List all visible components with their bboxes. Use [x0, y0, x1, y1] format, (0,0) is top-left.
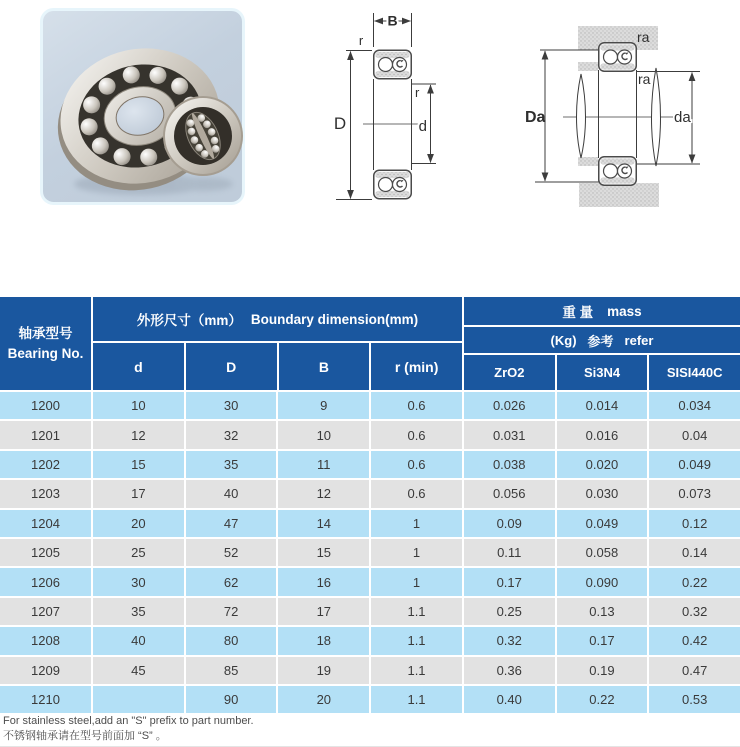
header-bearing-no: [0, 297, 91, 390]
cell-d: 17: [93, 480, 184, 507]
cell-si3n4: 0.020: [557, 451, 648, 478]
cell-B: 16: [278, 568, 369, 595]
table-row: [0, 568, 740, 595]
header-mass-title: [464, 297, 740, 325]
cell-zro2: 0.32: [464, 627, 555, 654]
cell-zro2: 0.11: [464, 539, 555, 566]
cell-zro2: 0.026: [464, 392, 555, 419]
header-bearing-no-en: Bearing No.: [7, 346, 84, 361]
cell-B: 12: [278, 480, 369, 507]
cell-si3n4: 0.13: [557, 598, 648, 625]
table-row: [0, 510, 740, 537]
table-row: [0, 686, 740, 713]
header-boundary-cn: 外形尺寸（mm）: [136, 313, 242, 328]
cell-r-min: 0.6: [371, 392, 462, 419]
cell-zro2: 0.36: [464, 657, 555, 684]
cell-zro2: 0.056: [464, 480, 555, 507]
cell-bearing-no: 1208: [0, 627, 91, 654]
cell-D: 52: [186, 539, 277, 566]
cell-r-min: 0.6: [371, 480, 462, 507]
cell-sisi440c: 0.42: [649, 627, 740, 654]
cell-d: 12: [93, 421, 184, 448]
cell-sisi440c: 0.14: [649, 539, 740, 566]
cell-sisi440c: 0.049: [649, 451, 740, 478]
header-boundary-en: Boundary dimension(mm): [250, 311, 419, 327]
cell-zro2: 0.25: [464, 598, 555, 625]
bearing-section-bottom: [599, 157, 637, 186]
cell-d: 15: [93, 451, 184, 478]
header-bearing-no-cn: 轴承型号: [18, 326, 73, 341]
table-row: [0, 421, 740, 448]
spec-table: [0, 297, 740, 713]
cell-sisi440c: 0.12: [649, 510, 740, 537]
footnotes: [3, 714, 254, 743]
cell-sisi440c: 0.53: [649, 686, 740, 713]
cell-B: 19: [278, 657, 369, 684]
cell-bearing-no: 1200: [0, 392, 91, 419]
table-row: [0, 451, 740, 478]
dim-label-da: da: [674, 109, 691, 126]
cell-bearing-no: 1210: [0, 686, 91, 713]
cell-B: 11: [278, 451, 369, 478]
header-D: D: [186, 343, 277, 390]
footnote-en: For stainless steel,add an "S" prefix to part number.: [3, 715, 254, 727]
cell-bearing-no: 1202: [0, 451, 91, 478]
table-row: [0, 627, 740, 654]
cell-r-min: 1.1: [371, 627, 462, 654]
cell-zro2: 0.40: [464, 686, 555, 713]
cell-si3n4: 0.030: [557, 480, 648, 507]
header-boundary-title: [93, 297, 462, 341]
cell-d: 35: [93, 598, 184, 625]
cell-B: 14: [278, 510, 369, 537]
product-photo: [40, 8, 245, 205]
table-header: [0, 297, 740, 390]
header-mass-unit: (Kg): [550, 332, 577, 348]
bearing-section-top: [599, 43, 637, 72]
cell-B: 15: [278, 539, 369, 566]
cell-bearing-no: 1206: [0, 568, 91, 595]
table-row: [0, 392, 740, 419]
cell-D: 62: [186, 568, 277, 595]
cell-r-min: 1.1: [371, 598, 462, 625]
cell-r-min: 1.1: [371, 657, 462, 684]
cell-bearing-no: 1205: [0, 539, 91, 566]
cell-zro2: 0.031: [464, 421, 555, 448]
cell-B: 20: [278, 686, 369, 713]
cell-si3n4: 0.058: [557, 539, 648, 566]
cell-zro2: 0.17: [464, 568, 555, 595]
dim-label-r-mid: r: [415, 85, 420, 100]
header-sisi440c: SISI440C: [649, 355, 740, 390]
cell-bearing-no: 1203: [0, 480, 91, 507]
header-boundary-group: [93, 297, 462, 390]
header-si3n4: Si3N4: [557, 355, 648, 390]
cell-si3n4: 0.19: [557, 657, 648, 684]
header-zro2: ZrO2: [464, 355, 555, 390]
header-mass-unit-row: [464, 327, 740, 353]
cell-sisi440c: 0.034: [649, 392, 740, 419]
cell-bearing-no: 1207: [0, 598, 91, 625]
dim-label-D: D: [333, 114, 347, 133]
cell-r-min: 0.6: [371, 421, 462, 448]
header-mass-group: [464, 297, 740, 390]
cell-D: 35: [186, 451, 277, 478]
cell-D: 32: [186, 421, 277, 448]
cell-D: 85: [186, 657, 277, 684]
cell-d: [93, 686, 184, 713]
cell-sisi440c: 0.22: [649, 568, 740, 595]
dim-label-ra-mid: ra: [638, 71, 651, 87]
cell-D: 40: [186, 480, 277, 507]
table-row: [0, 657, 740, 684]
cell-d: 40: [93, 627, 184, 654]
cell-D: 80: [186, 627, 277, 654]
cell-B: 10: [278, 421, 369, 448]
cell-D: 90: [186, 686, 277, 713]
cell-bearing-no: 1209: [0, 657, 91, 684]
cell-zro2: 0.038: [464, 451, 555, 478]
dim-label-r-top: r: [358, 33, 364, 48]
footnote-cn: 不锈钢轴承请在型号前面加 “S” 。: [3, 729, 167, 742]
cell-d: 10: [93, 392, 184, 419]
cell-r-min: 1: [371, 568, 462, 595]
dim-label-ra-top: ra: [637, 29, 650, 45]
cell-d: 25: [93, 539, 184, 566]
cell-si3n4: 0.17: [557, 627, 648, 654]
cell-r-min: 1: [371, 510, 462, 537]
header-mass-ref-en: refer: [624, 332, 654, 348]
mounting-view-diagram: [520, 0, 740, 210]
cell-bearing-no: 1201: [0, 421, 91, 448]
cell-sisi440c: 0.04: [649, 421, 740, 448]
cell-D: 47: [186, 510, 277, 537]
cell-sisi440c: 0.073: [649, 480, 740, 507]
cell-si3n4: 0.014: [557, 392, 648, 419]
bearing-section-top: [374, 50, 412, 79]
cell-si3n4: 0.22: [557, 686, 648, 713]
table-row: [0, 539, 740, 566]
cell-sisi440c: 0.32: [649, 598, 740, 625]
table-body: [0, 392, 740, 713]
cell-r-min: 1.1: [371, 686, 462, 713]
dim-label-Da: Da: [525, 109, 546, 126]
cell-zro2: 0.09: [464, 510, 555, 537]
header-d: d: [93, 343, 184, 390]
cell-bearing-no: 1204: [0, 510, 91, 537]
bearing-section-bottom: [374, 170, 412, 199]
small-bearing: [163, 96, 243, 176]
dim-label-B: B: [387, 12, 398, 29]
cell-r-min: 0.6: [371, 451, 462, 478]
cell-D: 72: [186, 598, 277, 625]
table-row: [0, 480, 740, 507]
section-view-diagram: [330, 0, 510, 210]
header-mass-ref-cn: 参考: [587, 333, 614, 349]
cell-r-min: 1: [371, 539, 462, 566]
cell-si3n4: 0.049: [557, 510, 648, 537]
header-B: B: [279, 343, 370, 390]
cell-d: 45: [93, 657, 184, 684]
cell-si3n4: 0.016: [557, 421, 648, 448]
header-mass-cn: 重 量: [562, 305, 594, 320]
dim-label-d: d: [418, 118, 427, 135]
table-row: [0, 598, 740, 625]
cell-si3n4: 0.090: [557, 568, 648, 595]
cell-B: 17: [278, 598, 369, 625]
header-r-min: r (min): [371, 343, 462, 390]
cell-d: 30: [93, 568, 184, 595]
header-mass-en: mass: [607, 303, 642, 319]
cell-D: 30: [186, 392, 277, 419]
cell-B: 9: [278, 392, 369, 419]
cell-B: 18: [278, 627, 369, 654]
cell-d: 20: [93, 510, 184, 537]
cell-sisi440c: 0.47: [649, 657, 740, 684]
